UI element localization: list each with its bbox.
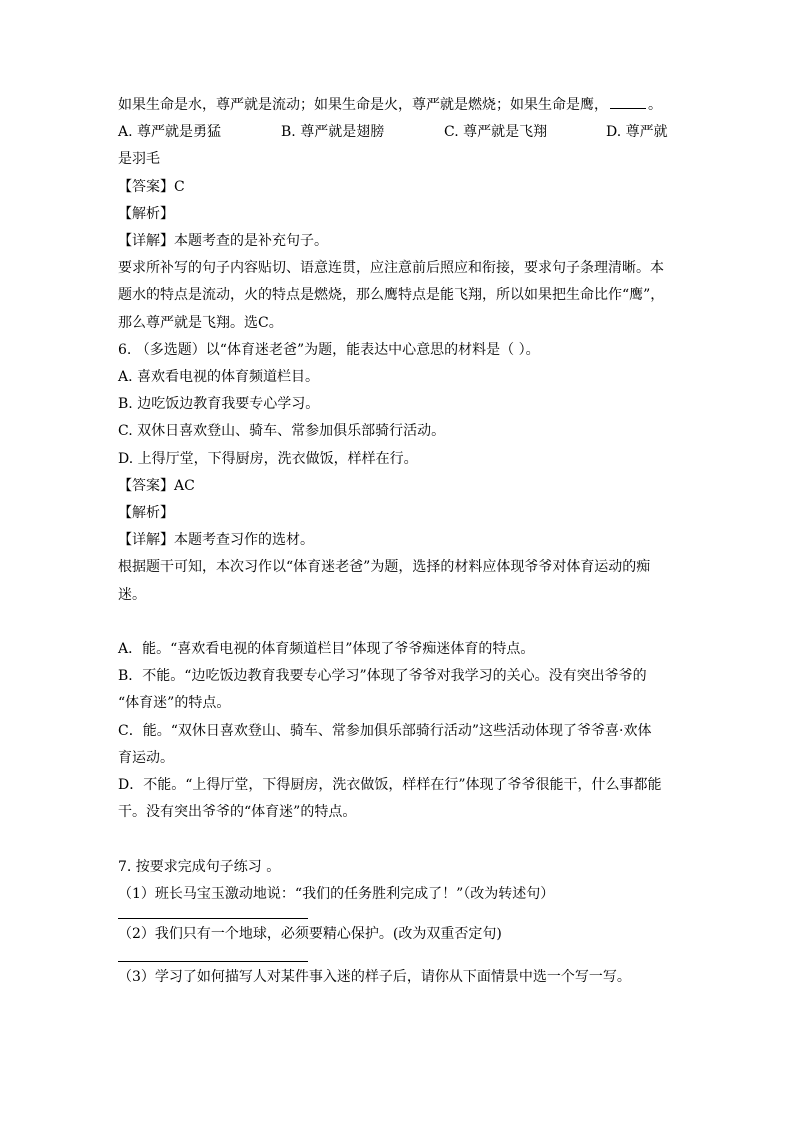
q6-option-explain: D．不能。“上得厅堂，下得厨房，洗衣做饭，样样在行”体现了爷爷很能干，什么事都能	[118, 777, 662, 794]
q6-stem: 6. （多选题）以“体育迷老爸”为题，能表达中心意思的材料是（ ）。	[118, 341, 540, 358]
q5-stem-before: 如果生命是水，尊严就是流动；如果生命是火，尊严就是燃烧；如果生命是鹰，	[118, 97, 608, 113]
q5-stem	[118, 92, 678, 119]
q6-option-a: A. 喜欢看电视的体育频道栏目。	[118, 369, 320, 386]
q6-option-explain: A．能。“喜欢看电视的体育频道栏目”体现了爷爷痴迷体育的特点。	[118, 641, 535, 658]
q5-option-d: D. 尊严就	[606, 124, 668, 141]
q6-option-d: D. 上得厅堂，下得厨房，洗衣做饭，样样在行。	[118, 450, 418, 467]
q6-option-b: B. 边吃饭边教育我要专心学习。	[118, 396, 320, 413]
q5-option-d-wrap: 是羽毛	[118, 151, 160, 168]
spacer	[118, 609, 678, 636]
q5-option-c: C. 尊严就是飞翔	[444, 124, 548, 141]
q5-explain-line: 要求所补写的句子内容贴切、语意连贯，应注意前后照应和衔接，要求句子条理清晰。本	[118, 260, 664, 277]
q5-explain-line: 题水的特点是流动，火的特点是燃烧，那么鹰特点是能飞翔，所以如果把生命比作“鹰”，	[118, 287, 665, 304]
document-page	[118, 92, 678, 992]
q5-option-a: A. 尊严就是勇猛	[118, 124, 222, 141]
q6-explain-line: 迷。	[118, 586, 146, 603]
q6-option-explain: “体育迷”的特点。	[118, 695, 231, 712]
q6-answer: 【答案】AC	[118, 477, 195, 494]
q5-explain-line: 那么尊严就是飞翔。选C。	[118, 314, 283, 331]
q5-detail: 【详解】本题考查的是补充句子。	[118, 233, 328, 249]
q6-analysis-heading: 【解析】	[118, 505, 174, 522]
q6-option-c: C. 双休日喜欢登山、骑车、常参加俱乐部骑行活动。	[118, 423, 446, 440]
q6-option-explain: B．不能。“边吃饭边教育我要专心学习”体现了爷爷对我学习的关心。没有突出爷爷的	[118, 668, 647, 685]
q7-item-1: （1）班长马宝玉激动地说：“我们的任务胜利完成了！”（改为转述句）	[118, 885, 555, 902]
q5-analysis-heading: 【解析】	[118, 205, 174, 222]
q7-item-3: （3）学习了如何描写人对某件事入迷的样子后，请你从下面情景中选一个写一写。	[118, 969, 631, 986]
spacer	[118, 826, 678, 853]
q6-detail: 【详解】本题考查习作的选材。	[118, 532, 314, 549]
q5-stem-after: 。	[648, 97, 662, 113]
q7-stem: 7. 按要求完成句子练习 。	[118, 858, 281, 875]
q7-item-2: （2）我们只有一个地球，必须要精心保护。(改为双重否定句)	[118, 926, 502, 943]
q5-answer: 【答案】C	[118, 178, 185, 195]
q6-explain-line: 根据题干可知，本次习作以“体育迷老爸”为题，选择的材料应体现爷爷对体育运动的痴	[118, 559, 651, 576]
answer-blank	[610, 94, 646, 109]
q6-option-explain: C．能。“双休日喜欢登山、骑车、常参加俱乐部骑行活动”这些活动体现了爷爷喜·欢体	[118, 722, 652, 739]
q5-options	[118, 119, 678, 146]
q6-option-explain: 干。没有突出爷爷的“体育迷”的特点。	[118, 804, 357, 821]
q6-option-explain: 育运动。	[118, 749, 174, 766]
q5-option-b: B. 尊严就是翅膀	[281, 124, 385, 141]
